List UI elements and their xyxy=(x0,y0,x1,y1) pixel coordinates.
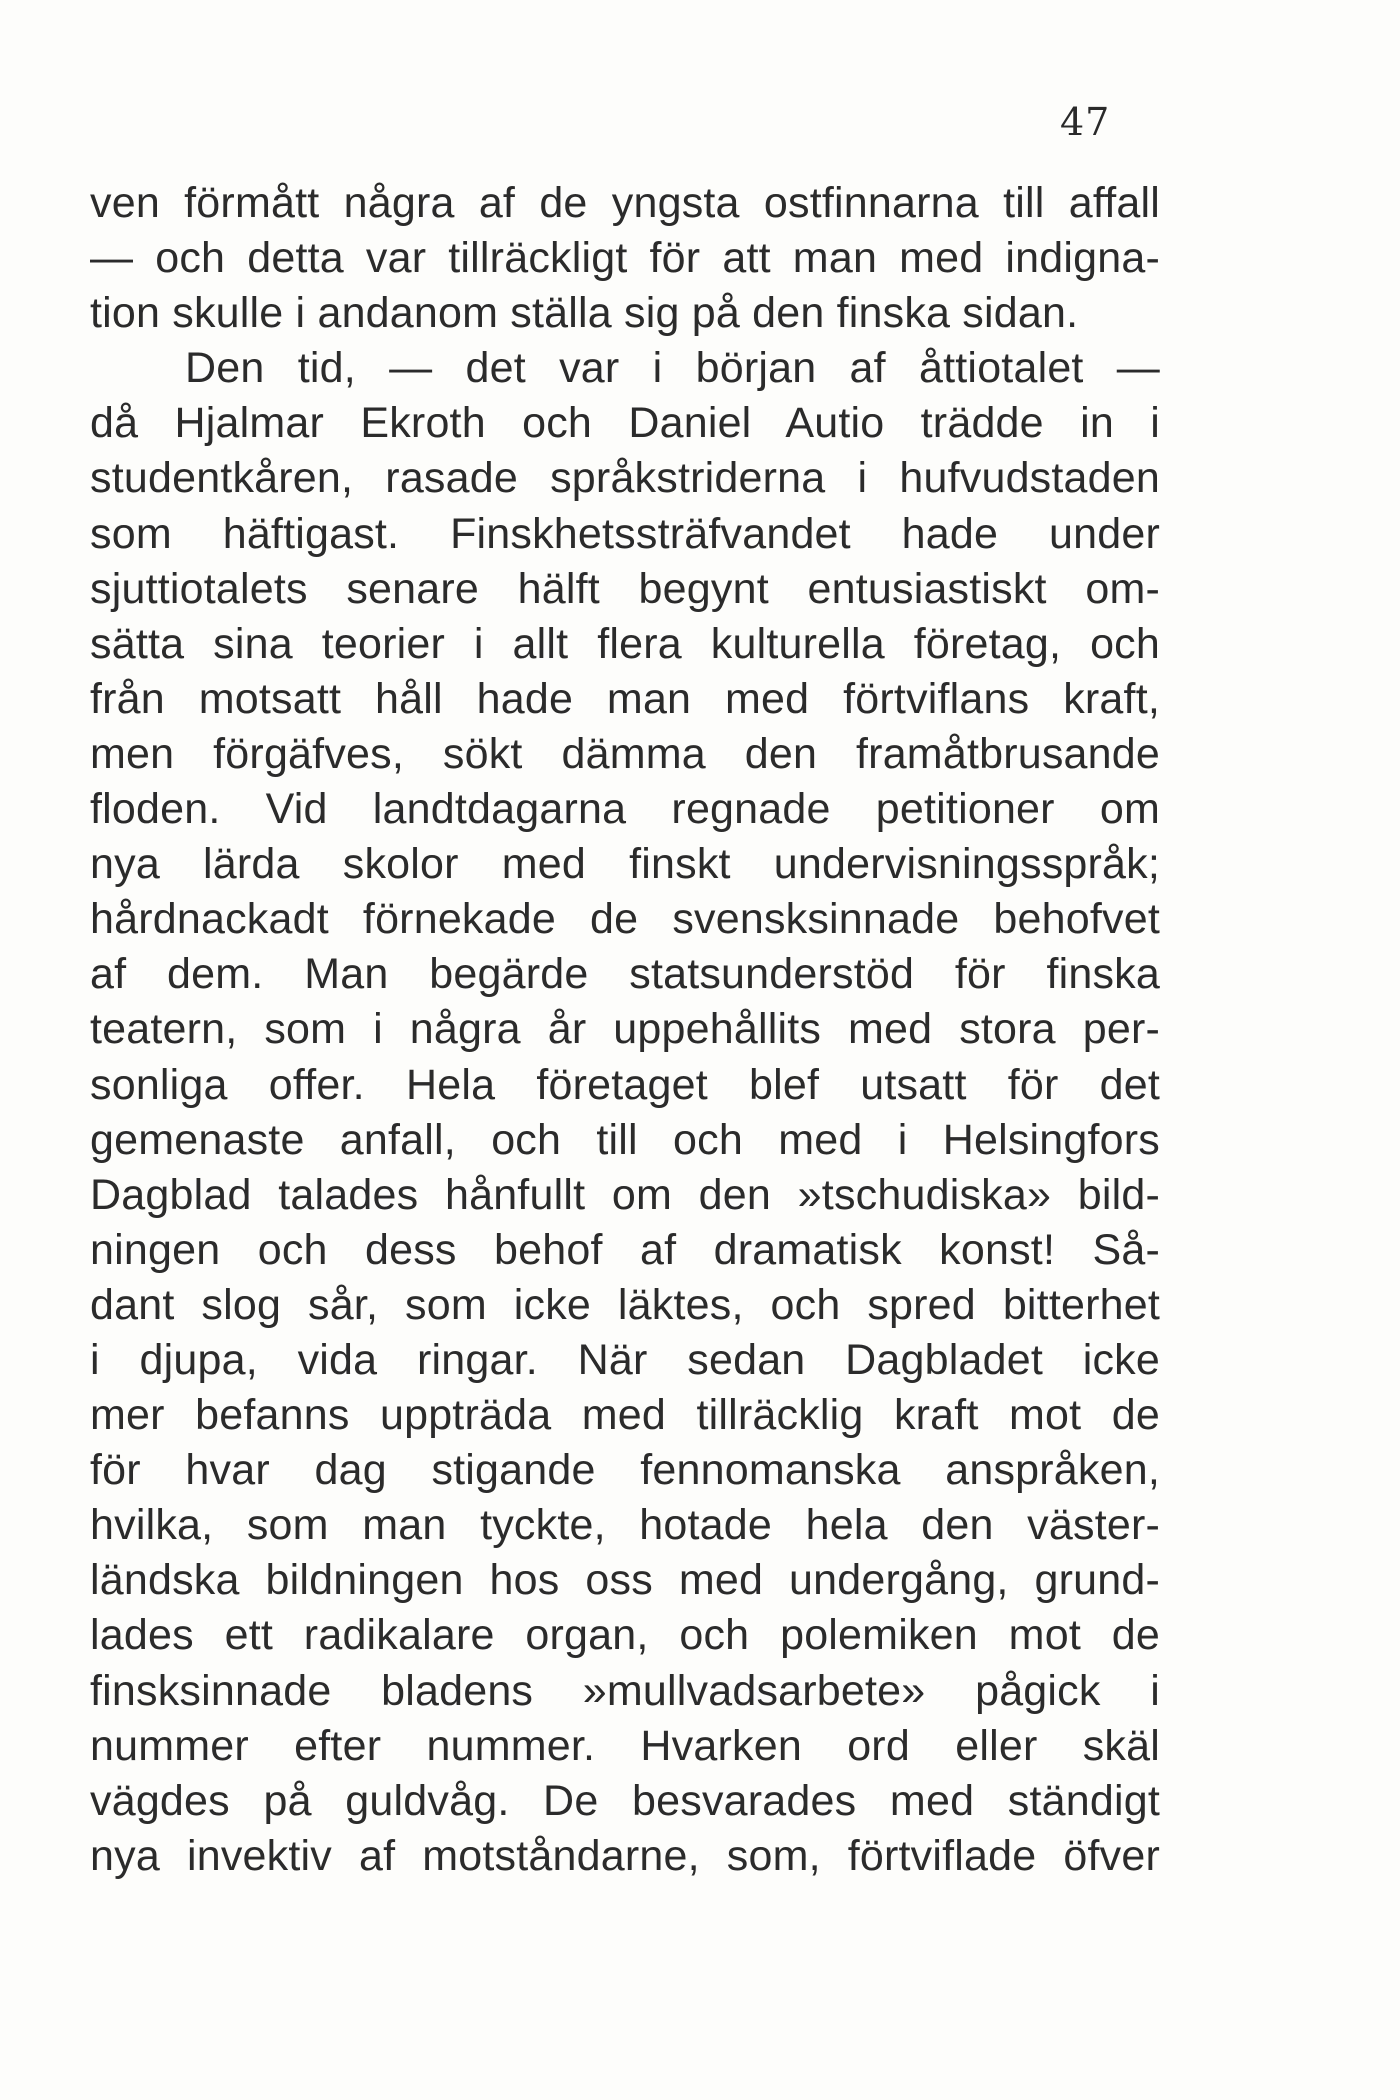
text-line: ven förmått några af de yngsta ostfinnarna till affall xyxy=(90,179,1160,227)
text-line: teatern, som i några år uppehållits med stora per- xyxy=(90,1005,1160,1054)
text-line: i djupa, vida ringar. När sedan Dagbladet icke xyxy=(90,1335,1160,1384)
text-line: finsksinnade bladens »mullvadsarbete» pågick i xyxy=(90,1666,1160,1715)
text-line: ländska bildningen hos oss med undergång, grund- xyxy=(90,1556,1160,1605)
text-line: nya invektiv af motståndarne, som, förtviflade öfver xyxy=(90,1831,1160,1880)
text-line: hårdnackadt förnekade de svensksinnade behofvet xyxy=(90,895,1160,944)
text-line: mer befanns uppträda med tillräcklig kraft mot de xyxy=(90,1391,1160,1440)
text-line: af dem. Man begärde statsunderstöd för finska xyxy=(90,950,1160,999)
text-line: hvilka, som man tyckte, hotade hela den väster- xyxy=(90,1501,1160,1550)
text-line: för hvar dag stigande fennomanska anspråken, xyxy=(90,1446,1160,1495)
text-line: sjuttiotalets senare hälft begynt entusiastiskt om- xyxy=(90,564,1160,613)
text-line: sätta sina teorier i allt flera kulturella företag, och xyxy=(90,619,1160,668)
text-line: som häftigast. Finskhetssträfvandet hade under xyxy=(90,509,1160,558)
text-line: gemenaste anfall, och till och med i Helsingfors xyxy=(90,1115,1160,1164)
paragraph-start-line: Den tid, — det var i början af åttiotalet — xyxy=(185,344,1160,393)
text-line: men förgäfves, sökt dämma den framåtbrusande xyxy=(90,729,1160,778)
text-line: — och detta var tillräckligt för att man med indigna- xyxy=(90,234,1160,283)
text-line: ningen och dess behof af dramatisk konst! Så- xyxy=(90,1225,1160,1274)
page-number: 47 xyxy=(1060,100,1111,144)
text-line: nummer efter nummer. Hvarken ord eller skäl xyxy=(90,1721,1160,1770)
text-line: tion skulle i andanom ställa sig på den finska sidan. xyxy=(90,289,1079,338)
text-line: nya lärda skolor med finskt undervisningsspråk; xyxy=(90,840,1160,889)
text-line: vägdes på guldvåg. De besvarades med ständigt xyxy=(90,1776,1160,1825)
text-line: från motsatt håll hade man med förtviflans kraft, xyxy=(90,674,1160,723)
text-line: studentkåren, rasade språkstriderna i hufvudstaden xyxy=(90,454,1160,503)
text-line: lades ett radikalare organ, och polemiken mot de xyxy=(90,1611,1160,1660)
text-line: dant slog sår, som icke läktes, och spred bitterhet xyxy=(90,1280,1160,1329)
text-line: Dagblad talades hånfullt om den »tschudiska» bild- xyxy=(90,1170,1160,1219)
body-text xyxy=(90,176,1160,1884)
text-line: sonliga offer. Hela företaget blef utsatt för det xyxy=(90,1060,1160,1109)
text-line: då Hjalmar Ekroth och Daniel Autio trädde in i xyxy=(90,399,1160,448)
text-line: floden. Vid landtdagarna regnade petitioner om xyxy=(90,785,1160,834)
